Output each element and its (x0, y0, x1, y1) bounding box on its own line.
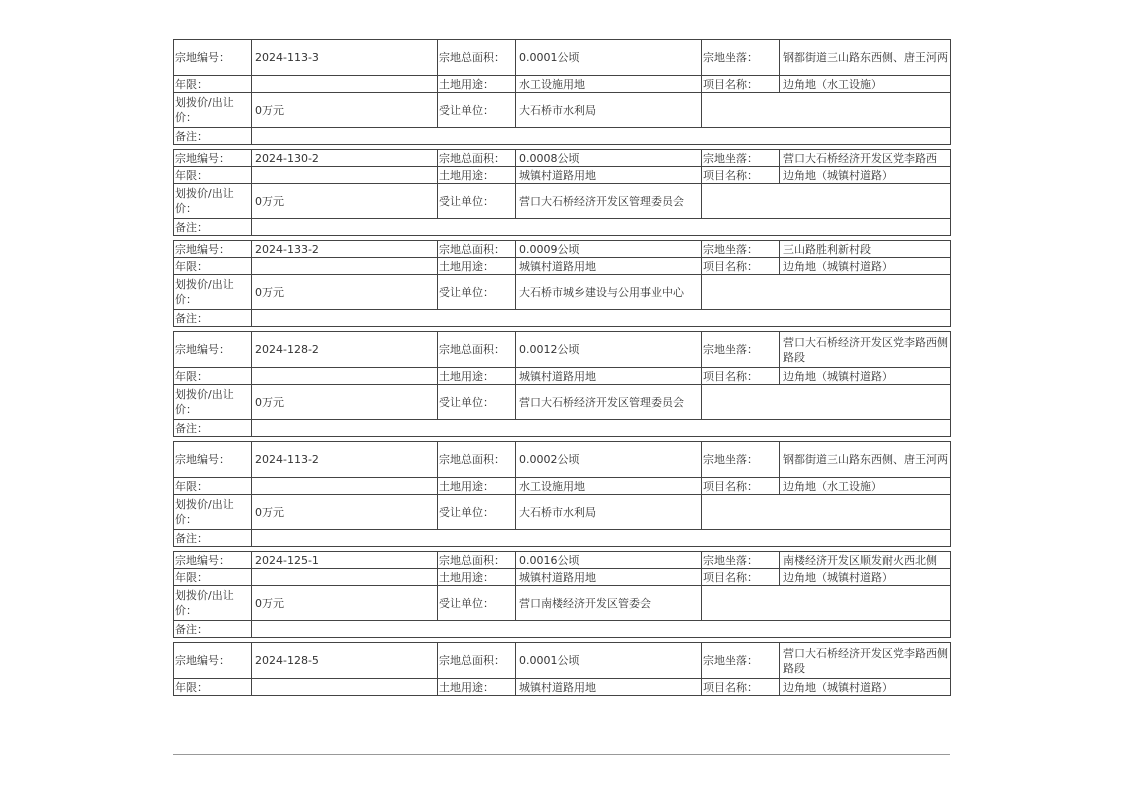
location-label: 宗地坐落： (702, 442, 780, 478)
remarks-label: 备注： (174, 530, 252, 547)
price-label: 划拨价/出让价： (174, 586, 252, 621)
price-label: 划拨价/出让价： (174, 93, 252, 128)
location-label: 宗地坐落： (702, 332, 780, 368)
grantee-label: 受让单位： (438, 586, 516, 621)
land-use-label: 土地用途： (438, 76, 516, 93)
remarks-label: 备注： (174, 420, 252, 437)
land-use-label: 土地用途： (438, 569, 516, 586)
grantee-value: 营口大石桥经济开发区管理委员会 (516, 385, 702, 420)
total-area-value: 0.0001公顷 (516, 40, 702, 76)
grantee-value: 大石桥市水利局 (516, 495, 702, 530)
parcel-record (173, 642, 951, 696)
parcel-record (173, 39, 951, 145)
term-label: 年限： (174, 478, 252, 495)
location-value: 南楼经济开发区顺发耐火西北侧 (780, 552, 951, 569)
grantee-value: 大石桥市水利局 (516, 93, 702, 128)
parcel-no-label: 宗地编号： (174, 442, 252, 478)
total-area-label: 宗地总面积： (438, 150, 516, 167)
price-value: 0万元 (252, 385, 438, 420)
remarks-value (252, 310, 951, 327)
term-value (252, 478, 438, 495)
parcel-no-label: 宗地编号： (174, 643, 252, 679)
price-value: 0万元 (252, 184, 438, 219)
location-label: 宗地坐落： (702, 150, 780, 167)
parcel-records (173, 39, 950, 700)
parcel-no-value: 2024-128-5 (252, 643, 438, 679)
price-value: 0万元 (252, 93, 438, 128)
parcel-no-label: 宗地编号： (174, 241, 252, 258)
project-value: 边角地（城镇村道路） (780, 258, 951, 275)
parcel-record (173, 331, 951, 437)
empty-cell (702, 93, 951, 128)
term-value (252, 368, 438, 385)
remarks-value (252, 420, 951, 437)
price-value: 0万元 (252, 495, 438, 530)
project-value: 边角地（城镇村道路） (780, 679, 951, 696)
total-area-label: 宗地总面积： (438, 332, 516, 368)
grantee-value: 营口南楼经济开发区管委会 (516, 586, 702, 621)
price-label: 划拨价/出让价： (174, 385, 252, 420)
location-label: 宗地坐落： (702, 552, 780, 569)
land-use-label: 土地用途： (438, 167, 516, 184)
land-use-value: 水工设施用地 (516, 478, 702, 495)
price-value: 0万元 (252, 275, 438, 310)
project-value: 边角地（水工设施） (780, 76, 951, 93)
project-label: 项目名称： (702, 368, 780, 385)
project-label: 项目名称： (702, 258, 780, 275)
grantee-label: 受让单位： (438, 495, 516, 530)
remarks-label: 备注： (174, 621, 252, 638)
remarks-label: 备注： (174, 128, 252, 145)
land-use-value: 城镇村道路用地 (516, 258, 702, 275)
parcel-no-value: 2024-113-3 (252, 40, 438, 76)
total-area-value: 0.0012公顷 (516, 332, 702, 368)
footer-divider (173, 754, 950, 755)
parcel-no-value: 2024-133-2 (252, 241, 438, 258)
location-label: 宗地坐落： (702, 40, 780, 76)
project-label: 项目名称： (702, 478, 780, 495)
total-area-value: 0.0016公顷 (516, 552, 702, 569)
location-label: 宗地坐落： (702, 643, 780, 679)
parcel-record (173, 551, 951, 638)
price-label: 划拨价/出让价： (174, 184, 252, 219)
parcel-no-value: 2024-113-2 (252, 442, 438, 478)
location-label: 宗地坐落： (702, 241, 780, 258)
remarks-value (252, 530, 951, 547)
term-value (252, 76, 438, 93)
term-value (252, 167, 438, 184)
project-value: 边角地（城镇村道路） (780, 368, 951, 385)
grantee-label: 受让单位： (438, 184, 516, 219)
project-value: 边角地（水工设施） (780, 478, 951, 495)
term-label: 年限： (174, 569, 252, 586)
total-area-label: 宗地总面积： (438, 442, 516, 478)
parcel-no-label: 宗地编号： (174, 332, 252, 368)
project-label: 项目名称： (702, 569, 780, 586)
project-value: 边角地（城镇村道路） (780, 569, 951, 586)
grantee-label: 受让单位： (438, 385, 516, 420)
term-label: 年限： (174, 679, 252, 696)
land-use-label: 土地用途： (438, 679, 516, 696)
total-area-label: 宗地总面积： (438, 40, 516, 76)
empty-cell (702, 385, 951, 420)
total-area-label: 宗地总面积： (438, 552, 516, 569)
project-label: 项目名称： (702, 167, 780, 184)
parcel-no-value: 2024-128-2 (252, 332, 438, 368)
land-use-label: 土地用途： (438, 258, 516, 275)
term-label: 年限： (174, 76, 252, 93)
total-area-value: 0.0001公顷 (516, 643, 702, 679)
location-value: 三山路胜利新村段 (780, 241, 951, 258)
remarks-value (252, 219, 951, 236)
project-value: 边角地（城镇村道路） (780, 167, 951, 184)
remarks-label: 备注： (174, 310, 252, 327)
grantee-label: 受让单位： (438, 275, 516, 310)
land-use-value: 城镇村道路用地 (516, 569, 702, 586)
location-value: 钢都街道三山路东西侧、唐王河两 (780, 442, 951, 478)
total-area-label: 宗地总面积： (438, 241, 516, 258)
grantee-label: 受让单位： (438, 93, 516, 128)
parcel-no-label: 宗地编号： (174, 40, 252, 76)
term-label: 年限： (174, 167, 252, 184)
empty-cell (702, 184, 951, 219)
price-label: 划拨价/出让价： (174, 275, 252, 310)
remarks-value (252, 621, 951, 638)
parcel-no-value: 2024-130-2 (252, 150, 438, 167)
term-value (252, 569, 438, 586)
empty-cell (702, 495, 951, 530)
parcel-no-value: 2024-125-1 (252, 552, 438, 569)
parcel-no-label: 宗地编号： (174, 150, 252, 167)
remarks-label: 备注： (174, 219, 252, 236)
parcel-record (173, 149, 951, 236)
total-area-value: 0.0009公顷 (516, 241, 702, 258)
grantee-value: 营口大石桥经济开发区管理委员会 (516, 184, 702, 219)
term-label: 年限： (174, 368, 252, 385)
land-use-value: 城镇村道路用地 (516, 679, 702, 696)
term-value (252, 679, 438, 696)
parcel-no-label: 宗地编号： (174, 552, 252, 569)
term-value (252, 258, 438, 275)
location-value: 营口大石桥经济开发区党李路西侧路段 (780, 332, 951, 368)
location-value: 营口大石桥经济开发区党李路西侧路段 (780, 643, 951, 679)
land-use-label: 土地用途： (438, 368, 516, 385)
total-area-value: 0.0008公顷 (516, 150, 702, 167)
project-label: 项目名称： (702, 679, 780, 696)
land-use-value: 城镇村道路用地 (516, 368, 702, 385)
land-use-label: 土地用途： (438, 478, 516, 495)
land-use-value: 水工设施用地 (516, 76, 702, 93)
location-value: 营口大石桥经济开发区党李路西 (780, 150, 951, 167)
price-label: 划拨价/出让价： (174, 495, 252, 530)
parcel-record (173, 240, 951, 327)
empty-cell (702, 586, 951, 621)
total-area-value: 0.0002公顷 (516, 442, 702, 478)
grantee-value: 大石桥市城乡建设与公用事业中心 (516, 275, 702, 310)
project-label: 项目名称： (702, 76, 780, 93)
land-use-value: 城镇村道路用地 (516, 167, 702, 184)
parcel-record (173, 441, 951, 547)
empty-cell (702, 275, 951, 310)
price-value: 0万元 (252, 586, 438, 621)
remarks-value (252, 128, 951, 145)
location-value: 钢都街道三山路东西侧、唐王河两 (780, 40, 951, 76)
total-area-label: 宗地总面积： (438, 643, 516, 679)
term-label: 年限： (174, 258, 252, 275)
